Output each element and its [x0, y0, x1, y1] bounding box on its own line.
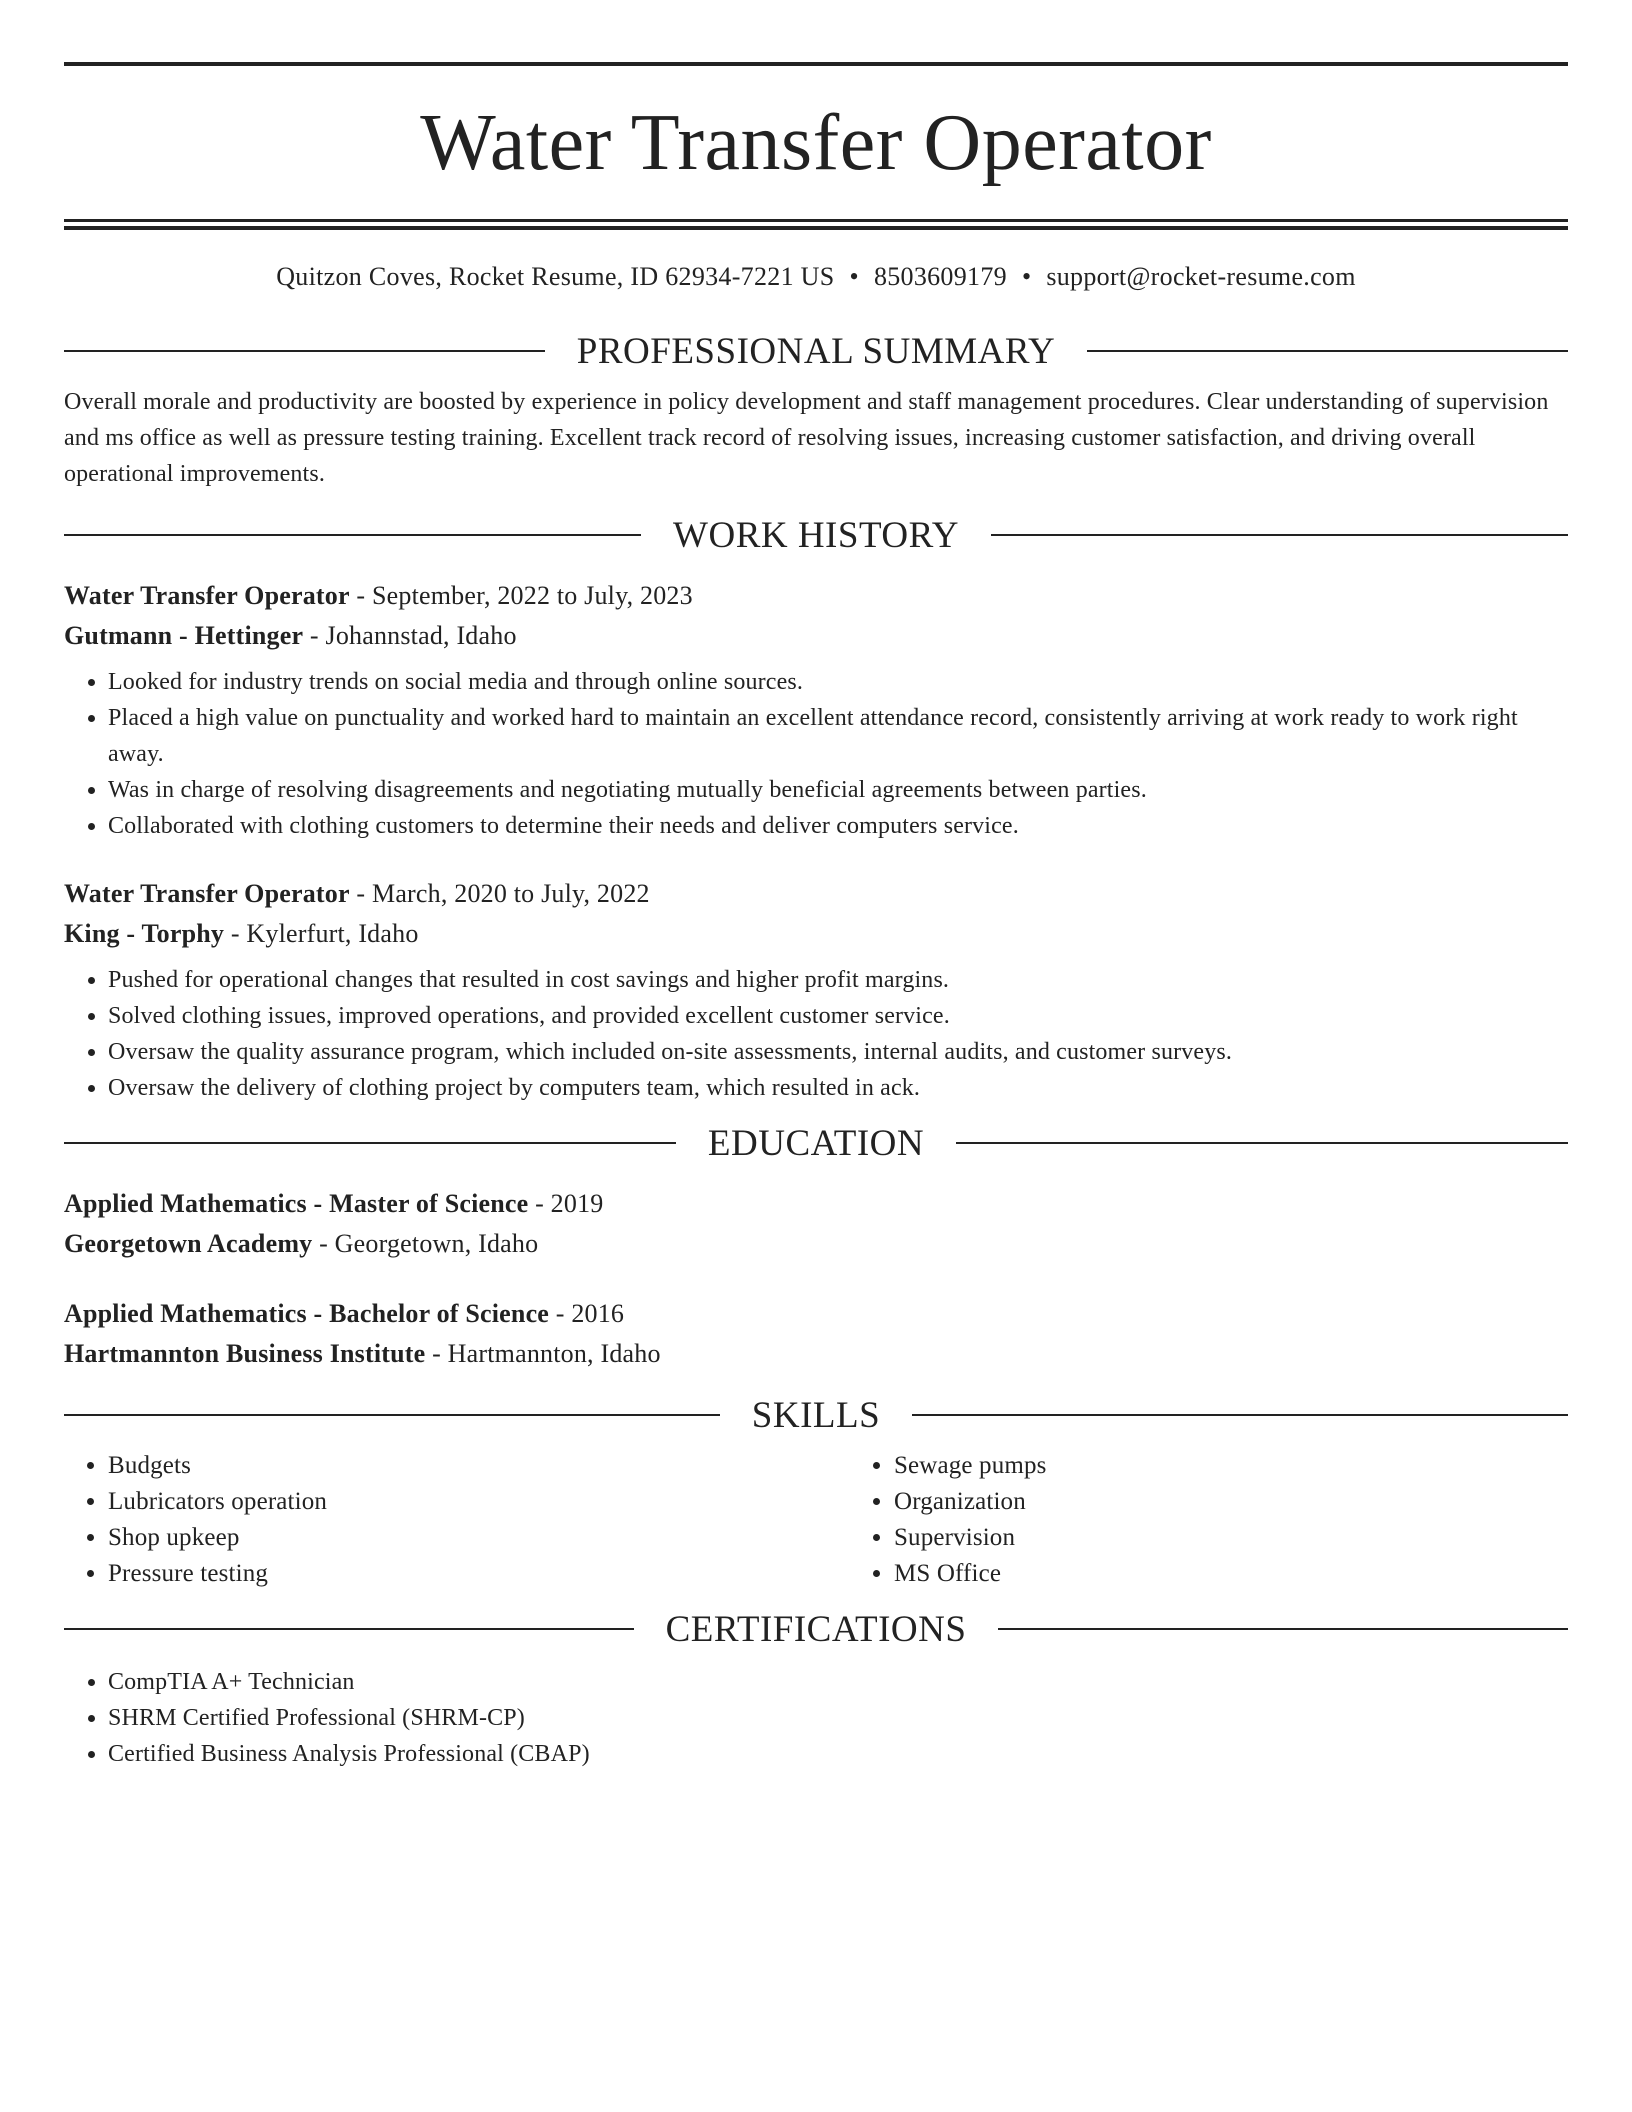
- certifications-title: CERTIFICATIONS: [665, 1608, 967, 1650]
- job-bullet: • Looked for industry trends on social media and through online sources.: [108, 664, 1568, 700]
- job-company: Gutmann - Hettinger: [64, 621, 304, 650]
- skill-item: • Pressure testing: [108, 1556, 850, 1592]
- heading-rule: [998, 1628, 1568, 1630]
- education-school-line: Georgetown Academy - Georgetown, Idaho: [64, 1229, 539, 1258]
- certification-item: • SHRM Certified Professional (SHRM-CP): [108, 1700, 1568, 1736]
- education-degree-line: Applied Mathematics - Master of Science - 2019: [64, 1189, 604, 1218]
- job-dates: March, 2020 to July, 2022: [372, 879, 650, 908]
- education-entry: [64, 1294, 1568, 1374]
- education-entry: [64, 1184, 1568, 1264]
- skills-grid: [64, 1448, 1568, 1592]
- candidate-name: Water Transfer Operator: [420, 99, 1212, 187]
- job-bullet: • Placed a high value on punctuality and worked hard to maintain an excellent attendance record, consistently arriving at work ready to work right away.: [108, 700, 1568, 772]
- certifications-heading: [64, 1604, 1568, 1654]
- job-bullet: • Oversaw the quality assurance program, which included on-site assessments, internal audits, and customer surveys.: [108, 1034, 1568, 1070]
- double-rule: [64, 219, 1568, 230]
- skill-item: • Budgets: [108, 1448, 850, 1484]
- skills-heading: [64, 1390, 1568, 1440]
- education-title: EDUCATION: [707, 1122, 925, 1164]
- job-bullet: • Was in charge of resolving disagreements and negotiating mutually beneficial agreements between parties.: [108, 772, 1568, 808]
- heading-rule: [64, 534, 641, 536]
- education-degree: Master of Science: [329, 1189, 529, 1218]
- job-bullet: • Oversaw the delivery of clothing project by computers team, which resulted in ack.: [108, 1070, 1568, 1106]
- education-school: Georgetown Academy: [64, 1229, 313, 1258]
- skills-list-right: [850, 1448, 1568, 1592]
- education-year: 2019: [550, 1189, 604, 1218]
- heading-rule: [991, 534, 1568, 536]
- job-bullet: • Solved clothing issues, improved operations, and provided excellent customer service.: [108, 998, 1568, 1034]
- skills-list-left: [64, 1448, 850, 1592]
- education-location: Georgetown, Idaho: [334, 1229, 539, 1258]
- education-year: 2016: [571, 1299, 625, 1328]
- summary-title: PROFESSIONAL SUMMARY: [576, 330, 1056, 372]
- skill-item: • Supervision: [894, 1520, 1568, 1556]
- job-title-line: Water Transfer Operator - March, 2020 to July, 2022: [64, 879, 650, 908]
- job-bullet: • Collaborated with clothing customers to determine their needs and deliver computers service.: [108, 808, 1568, 844]
- heading-rule: [912, 1414, 1568, 1416]
- job-location: Kylerfurt, Idaho: [246, 919, 419, 948]
- heading-rule: [64, 1628, 634, 1630]
- contact-email: support@rocket-resume.com: [1046, 262, 1356, 291]
- education-location: Hartmannton, Idaho: [447, 1339, 661, 1368]
- education-degree: Bachelor of Science: [329, 1299, 550, 1328]
- contact-phone: 8503609179: [873, 262, 1007, 291]
- job-entry: [64, 874, 1568, 1106]
- certification-item: • Certified Business Analysis Professional (CBAP): [108, 1736, 1568, 1772]
- skill-item: • Organization: [894, 1484, 1568, 1520]
- job-title-line: Water Transfer Operator - September, 2022 to July, 2023: [64, 581, 693, 610]
- summary-text: Overall morale and productivity are boosted by experience in policy development and staff management procedures. Clear understanding of supervision and ms office as well as pressure testing training. Excellent track record of resolving issues, increasing customer satisfaction, and driving overall operational improvements.: [64, 389, 1549, 487]
- contact-separator: •: [1021, 262, 1032, 291]
- job-company-line: Gutmann - Hettinger - Johannstad, Idaho: [64, 621, 517, 650]
- contact-address: Quitzon Coves, Rocket Resume, ID 62934-7221 US: [276, 262, 835, 291]
- education-school: Hartmannton Business Institute: [64, 1339, 426, 1368]
- job-bullet: • Pushed for operational changes that resulted in cost savings and higher profit margins.: [108, 962, 1568, 998]
- job-company-line: King - Torphy - Kylerfurt, Idaho: [64, 919, 419, 948]
- education-field: Applied Mathematics: [64, 1189, 307, 1218]
- heading-rule: [956, 1142, 1568, 1144]
- contact-line: [64, 259, 1568, 295]
- certifications-list: [64, 1664, 1568, 1772]
- summary-heading: [64, 326, 1568, 376]
- job-dates: September, 2022 to July, 2023: [372, 581, 693, 610]
- contact-separator: •: [849, 262, 859, 291]
- job-entry: [64, 576, 1568, 844]
- education-field: Applied Mathematics: [64, 1299, 307, 1328]
- job-bullets: [64, 664, 1568, 844]
- job-bullets: [64, 962, 1568, 1106]
- work-history-title: WORK HISTORY: [673, 514, 959, 556]
- work-history-heading: [64, 510, 1568, 560]
- skill-item: • Lubricators operation: [108, 1484, 850, 1520]
- skill-item: • MS Office: [894, 1556, 1568, 1592]
- education-school-line: Hartmannton Business Institute - Hartmannton, Idaho: [64, 1339, 661, 1368]
- skill-item: • Sewage pumps: [894, 1448, 1568, 1484]
- skill-item: • Shop upkeep: [108, 1520, 850, 1556]
- heading-rule: [1087, 350, 1568, 352]
- job-position: Water Transfer Operator: [64, 581, 350, 610]
- job-company: King - Torphy: [64, 919, 225, 948]
- skills-title: SKILLS: [751, 1394, 881, 1436]
- certification-item: • CompTIA A+ Technician: [108, 1664, 1568, 1700]
- job-location: Johannstad, Idaho: [325, 621, 517, 650]
- heading-rule: [64, 350, 545, 352]
- heading-rule: [64, 1142, 676, 1144]
- job-position: Water Transfer Operator: [64, 879, 350, 908]
- heading-rule: [64, 1414, 720, 1416]
- top-rule: [64, 62, 1568, 66]
- education-heading: [64, 1118, 1568, 1168]
- education-degree-line: Applied Mathematics - Bachelor of Science - 2016: [64, 1299, 625, 1328]
